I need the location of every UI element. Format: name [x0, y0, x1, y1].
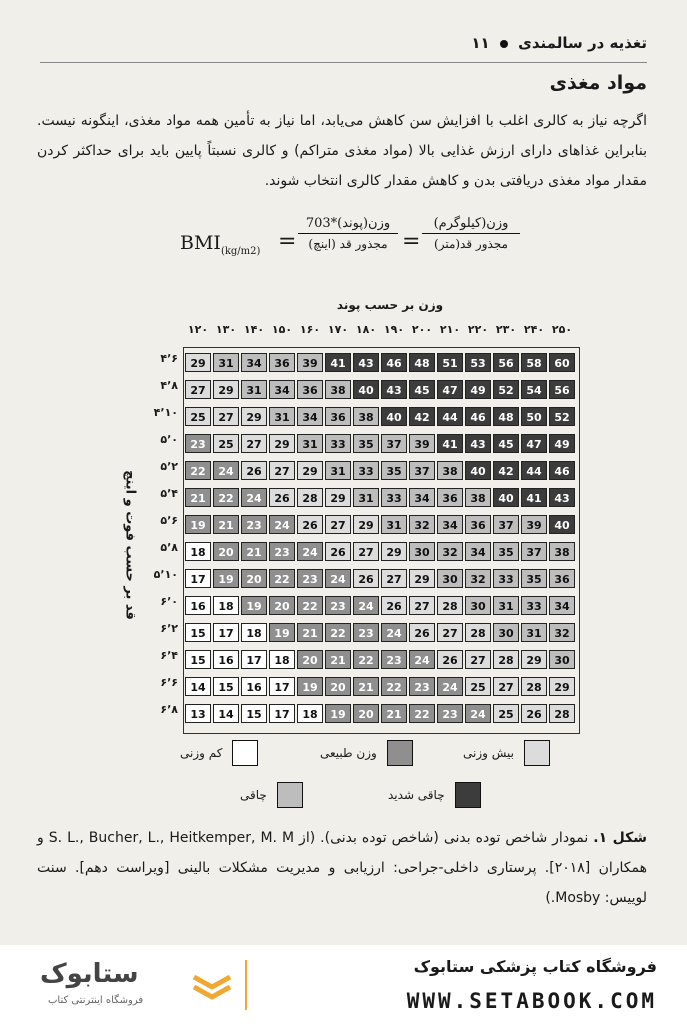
- bmi-cell: 29: [409, 569, 435, 588]
- bmi-cell: 29: [297, 461, 323, 480]
- bmi-cell: 22: [297, 596, 323, 615]
- bmi-cell: 26: [325, 542, 351, 561]
- bmi-cell: 19: [213, 569, 239, 588]
- bmi-cell: 49: [549, 434, 575, 453]
- bmi-cell: 27: [437, 623, 463, 642]
- bmi-cell: 15: [241, 704, 267, 723]
- bmi-cell: 27: [185, 380, 211, 399]
- bmi-cell: 52: [549, 407, 575, 426]
- legend-swatch-normal: [387, 740, 413, 766]
- bmi-cell: 36: [549, 569, 575, 588]
- bmi-cell: 25: [213, 434, 239, 453]
- bmi-cell: 29: [521, 650, 547, 669]
- bmi-table-grid: [183, 347, 580, 734]
- legend-swatch-extreme: [455, 782, 481, 808]
- bmi-cell: 22: [185, 461, 211, 480]
- bmi-cell: 41: [325, 353, 351, 372]
- bmi-cell: 19: [241, 596, 267, 615]
- legend-swatch-obese: [277, 782, 303, 808]
- bmi-cell: 34: [437, 515, 463, 534]
- bmi-cell: 24: [213, 461, 239, 480]
- bmi-cell: 31: [297, 434, 323, 453]
- bmi-cell: 24: [465, 704, 491, 723]
- bmi-cell: 26: [297, 515, 323, 534]
- bmi-cell: 23: [185, 434, 211, 453]
- bmi-cell: 45: [409, 380, 435, 399]
- bmi-cell: 35: [353, 434, 379, 453]
- section-title: مواد مغذی: [549, 72, 647, 94]
- bmi-cell: 24: [437, 677, 463, 696]
- height-label: ۵٬۰: [160, 433, 178, 446]
- store-url-link[interactable]: WWW.SETABOOK.COM: [406, 989, 657, 1013]
- legend-label-obese: چاقی: [240, 788, 267, 802]
- bmi-cell: 30: [493, 623, 519, 642]
- bmi-cell: 19: [185, 515, 211, 534]
- legend-overweight: [463, 740, 550, 766]
- bmi-cell: 24: [325, 569, 351, 588]
- bmi-cell: 23: [325, 596, 351, 615]
- formula-lhs: [180, 232, 260, 257]
- bmi-cell: 37: [493, 515, 519, 534]
- bmi-cell: 39: [409, 434, 435, 453]
- bmi-cell: 26: [269, 488, 295, 507]
- equals-sign: =: [278, 229, 297, 254]
- bmi-cell: 27: [325, 515, 351, 534]
- bmi-cell: 22: [381, 677, 407, 696]
- bmi-cell: 38: [549, 542, 575, 561]
- bmi-cell: 18: [297, 704, 323, 723]
- bmi-cell: 23: [353, 623, 379, 642]
- legend-label-underweight: کم وزنی: [180, 746, 223, 760]
- page-header: [471, 34, 647, 52]
- bmi-cell: 24: [353, 596, 379, 615]
- bmi-cell: 36: [325, 407, 351, 426]
- bmi-cell: 39: [297, 353, 323, 372]
- bmi-cell: 26: [241, 461, 267, 480]
- bmi-cell: 24: [297, 542, 323, 561]
- height-label: ۵٬۴: [160, 487, 178, 500]
- bmi-cell: 13: [185, 704, 211, 723]
- equals-sign-2: =: [402, 229, 421, 254]
- page-number: ۱۱: [471, 34, 490, 52]
- bmi-cell: 34: [297, 407, 323, 426]
- bmi-cell: 33: [325, 434, 351, 453]
- bmi-cell: 21: [381, 704, 407, 723]
- bmi-cell: 26: [353, 569, 379, 588]
- weight-label: ۱۳۰: [215, 323, 237, 336]
- bmi-cell: 56: [549, 380, 575, 399]
- store-footer: [0, 945, 687, 1024]
- store-logo-text[interactable]: ستابوک: [40, 959, 139, 989]
- bmi-cell: 31: [353, 488, 379, 507]
- height-label: ۶٬۶: [160, 676, 178, 689]
- weight-label: ۲۳۰: [495, 323, 517, 336]
- legend-label-normal: وزن طبیعی: [320, 746, 377, 760]
- bmi-cell: 20: [325, 677, 351, 696]
- bmi-cell: 35: [381, 461, 407, 480]
- bmi-cell: 52: [493, 380, 519, 399]
- bmi-cell: 33: [493, 569, 519, 588]
- bmi-cell: 41: [437, 434, 463, 453]
- bmi-cell: 34: [549, 596, 575, 615]
- bmi-cell: 32: [549, 623, 575, 642]
- bmi-cell: 34: [241, 353, 267, 372]
- bmi-cell: 40: [493, 488, 519, 507]
- bmi-cell: 21: [325, 650, 351, 669]
- legend-label-overweight: بیش وزنی: [463, 746, 515, 760]
- height-label: ۶٬۴: [160, 649, 178, 662]
- bmi-cell: 28: [521, 677, 547, 696]
- bmi-cell: 23: [241, 515, 267, 534]
- bmi-cell: 15: [185, 623, 211, 642]
- bmi-cell: 27: [493, 677, 519, 696]
- bmi-cell: 36: [465, 515, 491, 534]
- weight-label: ۱۵۰: [271, 323, 293, 336]
- bmi-cell: 29: [185, 353, 211, 372]
- fraction-numerator-2: وزن(کیلوگرم): [422, 216, 520, 234]
- bmi-cell: 32: [437, 542, 463, 561]
- bmi-cell: 51: [437, 353, 463, 372]
- height-label: ۴٬۱۰: [153, 406, 178, 419]
- bmi-cell: 24: [409, 650, 435, 669]
- weight-axis-labels: [183, 323, 578, 339]
- bmi-cell: 15: [185, 650, 211, 669]
- fraction-numerator: وزن(پوند)*703: [298, 216, 398, 234]
- bmi-cell: 43: [465, 434, 491, 453]
- bmi-cell: 54: [521, 380, 547, 399]
- legend-extreme: [388, 782, 481, 808]
- bmi-cell: 44: [521, 461, 547, 480]
- bmi-cell: 20: [241, 569, 267, 588]
- bmi-cell: 17: [185, 569, 211, 588]
- bmi-cell: 38: [437, 461, 463, 480]
- formula-units: (kg/m2): [220, 245, 261, 257]
- bmi-cell: 37: [409, 461, 435, 480]
- bmi-cell: 17: [213, 623, 239, 642]
- bmi-cell: 40: [549, 515, 575, 534]
- bmi-cell: 16: [241, 677, 267, 696]
- height-label: ۴٬۸: [160, 379, 178, 392]
- header-rule: [40, 62, 647, 63]
- bmi-cell: 30: [437, 569, 463, 588]
- bmi-cell: 40: [465, 461, 491, 480]
- bmi-cell: 28: [437, 596, 463, 615]
- bmi-cell: 42: [493, 461, 519, 480]
- bmi-cell: 31: [521, 623, 547, 642]
- bmi-cell: 28: [493, 650, 519, 669]
- bmi-cell: 25: [493, 704, 519, 723]
- height-label: ۵٬۱۰: [153, 568, 178, 581]
- height-label: ۶٬۸: [160, 703, 178, 716]
- bmi-cell: 48: [409, 353, 435, 372]
- height-label: ۶٬۲: [160, 622, 178, 635]
- bmi-cell: 37: [381, 434, 407, 453]
- bmi-cell: 29: [213, 380, 239, 399]
- bmi-cell: 29: [381, 542, 407, 561]
- bmi-cell: 50: [521, 407, 547, 426]
- bmi-cell: 27: [409, 596, 435, 615]
- legend-label-extreme: چاقی شدید: [388, 788, 445, 802]
- bmi-cell: 31: [493, 596, 519, 615]
- bmi-cell: 23: [409, 677, 435, 696]
- bmi-cell: 21: [297, 623, 323, 642]
- bmi-cell: 32: [465, 569, 491, 588]
- bmi-cell: 36: [297, 380, 323, 399]
- chapter-title: تغذیه در سالمندی: [518, 34, 647, 52]
- weight-label: ۲۰۰: [411, 323, 433, 336]
- bmi-cell: 23: [437, 704, 463, 723]
- bmi-cell: 27: [353, 542, 379, 561]
- bmi-cell: 29: [241, 407, 267, 426]
- weight-label: ۱۴۰: [243, 323, 265, 336]
- legend-swatch-underweight: [232, 740, 258, 766]
- bmi-cell: 28: [465, 623, 491, 642]
- bmi-cell: 48: [493, 407, 519, 426]
- bmi-cell: 29: [325, 488, 351, 507]
- bmi-cell: 26: [381, 596, 407, 615]
- weight-label: ۱۷۰: [327, 323, 349, 336]
- bmi-cell: 30: [549, 650, 575, 669]
- bmi-cell: 34: [269, 380, 295, 399]
- weight-label: ۲۵۰: [551, 323, 573, 336]
- bmi-cell: 21: [185, 488, 211, 507]
- bmi-cell: 23: [297, 569, 323, 588]
- bmi-cell: 24: [381, 623, 407, 642]
- bmi-cell: 37: [521, 542, 547, 561]
- bmi-cell: 24: [241, 488, 267, 507]
- weight-label: ۲۲۰: [467, 323, 489, 336]
- bmi-cell: 28: [297, 488, 323, 507]
- legend-obese: [240, 782, 303, 808]
- bmi-cell: 22: [213, 488, 239, 507]
- bmi-cell: 33: [521, 596, 547, 615]
- bmi-cell: 26: [409, 623, 435, 642]
- figure-caption: [37, 823, 647, 913]
- weight-label: ۱۹۰: [383, 323, 405, 336]
- bmi-cell: 14: [213, 704, 239, 723]
- bmi-cell: 27: [465, 650, 491, 669]
- bmi-cell: 22: [325, 623, 351, 642]
- bmi-cell: 35: [493, 542, 519, 561]
- chart-title: وزن بر حسب پوند: [336, 298, 444, 312]
- bmi-cell: 20: [297, 650, 323, 669]
- bmi-cell: 26: [521, 704, 547, 723]
- bmi-cell: 27: [381, 569, 407, 588]
- bmi-cell: 40: [381, 407, 407, 426]
- formula-bmi: BMI: [180, 232, 221, 254]
- bmi-cell: 19: [297, 677, 323, 696]
- bmi-cell: 21: [241, 542, 267, 561]
- bmi-cell: 31: [381, 515, 407, 534]
- bmi-cell: 43: [381, 380, 407, 399]
- legend-underweight: [180, 740, 258, 766]
- bmi-cell: 43: [353, 353, 379, 372]
- weight-label: ۱۸۰: [355, 323, 377, 336]
- bmi-cell: 58: [521, 353, 547, 372]
- bmi-cell: 21: [213, 515, 239, 534]
- bmi-cell: 20: [213, 542, 239, 561]
- bmi-cell: 24: [269, 515, 295, 534]
- bmi-cell: 47: [437, 380, 463, 399]
- bmi-cell: 46: [381, 353, 407, 372]
- bmi-cell: 19: [269, 623, 295, 642]
- bmi-cell: 14: [185, 677, 211, 696]
- bmi-cell: 44: [437, 407, 463, 426]
- bmi-cell: 17: [241, 650, 267, 669]
- bmi-cell: 31: [269, 407, 295, 426]
- bmi-cell: 32: [409, 515, 435, 534]
- bmi-cell: 29: [353, 515, 379, 534]
- bmi-cell: 16: [213, 650, 239, 669]
- bmi-cell: 56: [493, 353, 519, 372]
- bmi-cell: 31: [213, 353, 239, 372]
- bmi-cell: 39: [521, 515, 547, 534]
- bmi-cell: 29: [269, 434, 295, 453]
- bmi-cell: 46: [465, 407, 491, 426]
- bmi-cell: 20: [353, 704, 379, 723]
- height-axis: [118, 380, 142, 710]
- height-label: ۵٬۲: [160, 460, 178, 473]
- bmi-cell: 18: [213, 596, 239, 615]
- bmi-cell: 23: [381, 650, 407, 669]
- bullet-dot-icon: [500, 40, 508, 48]
- bmi-cell: 17: [269, 677, 295, 696]
- bmi-cell: 16: [185, 596, 211, 615]
- bmi-cell: 17: [269, 704, 295, 723]
- bmi-cell: 19: [325, 704, 351, 723]
- bmi-cell: 60: [549, 353, 575, 372]
- bmi-formula: [180, 212, 520, 282]
- book-logo-icon[interactable]: [190, 963, 234, 1007]
- weight-label: ۱۶۰: [299, 323, 321, 336]
- height-axis-title: قد بر حسب فوت و اینچ: [122, 470, 138, 620]
- bmi-cell: 47: [521, 434, 547, 453]
- bmi-cell: 35: [521, 569, 547, 588]
- bmi-cell: 25: [185, 407, 211, 426]
- caption-text: نمودار شاخص توده بدنی (شاخص توده بدنی). (از S. L., Bucher, L., Heitkemper, M. M و همکاران [۲۰۱۸]. پرستاری داخلی-جراحی: ارزیابی و مدیریت مشکلات بالینی [ویراست دهم]. سنت لوییس: Mosby.): [37, 830, 647, 906]
- bmi-cell: 25: [465, 677, 491, 696]
- bmi-cell: 21: [353, 677, 379, 696]
- bmi-cell: 26: [437, 650, 463, 669]
- bmi-cell: 22: [353, 650, 379, 669]
- fraction-denominator: مجذور قد (اینچ): [308, 237, 388, 251]
- bmi-cell: 28: [549, 704, 575, 723]
- bmi-cell: 29: [549, 677, 575, 696]
- bmi-cell: 53: [465, 353, 491, 372]
- bmi-cell: 18: [269, 650, 295, 669]
- caption-label: شکل ۱.: [593, 830, 647, 846]
- bmi-cell: 27: [269, 461, 295, 480]
- bmi-cell: 38: [353, 407, 379, 426]
- bmi-cell: 27: [213, 407, 239, 426]
- weight-label: ۲۴۰: [523, 323, 545, 336]
- bmi-cell: 27: [241, 434, 267, 453]
- bmi-cell: 15: [213, 677, 239, 696]
- bmi-cell: 40: [353, 380, 379, 399]
- bmi-cell: 33: [381, 488, 407, 507]
- bmi-cell: 18: [241, 623, 267, 642]
- bmi-cell: 38: [325, 380, 351, 399]
- weight-label: ۱۲۰: [187, 323, 209, 336]
- store-name: فروشگاه کتاب پزشکی ستابوک: [413, 957, 657, 976]
- store-logo-subtitle: فروشگاه اینترنتی کتاب: [48, 995, 144, 1006]
- bmi-cell: 43: [549, 488, 575, 507]
- bmi-cell: 42: [409, 407, 435, 426]
- bmi-cell: 34: [409, 488, 435, 507]
- bmi-cell: 20: [269, 596, 295, 615]
- legend-swatch-overweight: [524, 740, 550, 766]
- bmi-cell: 18: [185, 542, 211, 561]
- bmi-cell: 36: [269, 353, 295, 372]
- fraction-denominator-2: مجذور قد(متر): [434, 237, 508, 251]
- bmi-cell: 49: [465, 380, 491, 399]
- body-paragraph: اگرچه نیاز به کالری اغلب با افزایش سن کاهش می‌یابد، اما نیاز به تأمین همه مواد مغذی، اینگونه نیست. بنابراین غذاهای دارای ارزش غذایی بالا (مواد مغذی متراکم) و کالری نسبتاً پایین باید برای حداکثر کردن مقدار مواد مغذی دریافتی بدن و کاهش مقدار کالری انتخاب شوند.: [37, 113, 647, 189]
- bmi-cell: 41: [521, 488, 547, 507]
- height-axis-labels: [142, 347, 178, 732]
- height-label: ۵٬۸: [160, 541, 178, 554]
- formula-fraction-kg: [422, 216, 520, 251]
- footer-divider: [245, 960, 247, 1010]
- bmi-cell: 31: [325, 461, 351, 480]
- weight-label: ۲۱۰: [439, 323, 461, 336]
- bmi-cell: 22: [269, 569, 295, 588]
- bmi-cell: 33: [353, 461, 379, 480]
- formula-fraction-pounds: [298, 216, 398, 251]
- bmi-cell: 23: [269, 542, 295, 561]
- height-label: ۴٬۶: [160, 352, 178, 365]
- bmi-cell: 30: [409, 542, 435, 561]
- bmi-cell: 45: [493, 434, 519, 453]
- height-label: ۵٬۶: [160, 514, 178, 527]
- bmi-cell: 31: [241, 380, 267, 399]
- bmi-cell: 34: [465, 542, 491, 561]
- bmi-cell: 38: [465, 488, 491, 507]
- bmi-cell: 22: [409, 704, 435, 723]
- bmi-cell: 36: [437, 488, 463, 507]
- bmi-cell: 46: [549, 461, 575, 480]
- height-label: ۶٬۰: [160, 595, 178, 608]
- bmi-cell: 30: [465, 596, 491, 615]
- legend-normal: [320, 740, 413, 766]
